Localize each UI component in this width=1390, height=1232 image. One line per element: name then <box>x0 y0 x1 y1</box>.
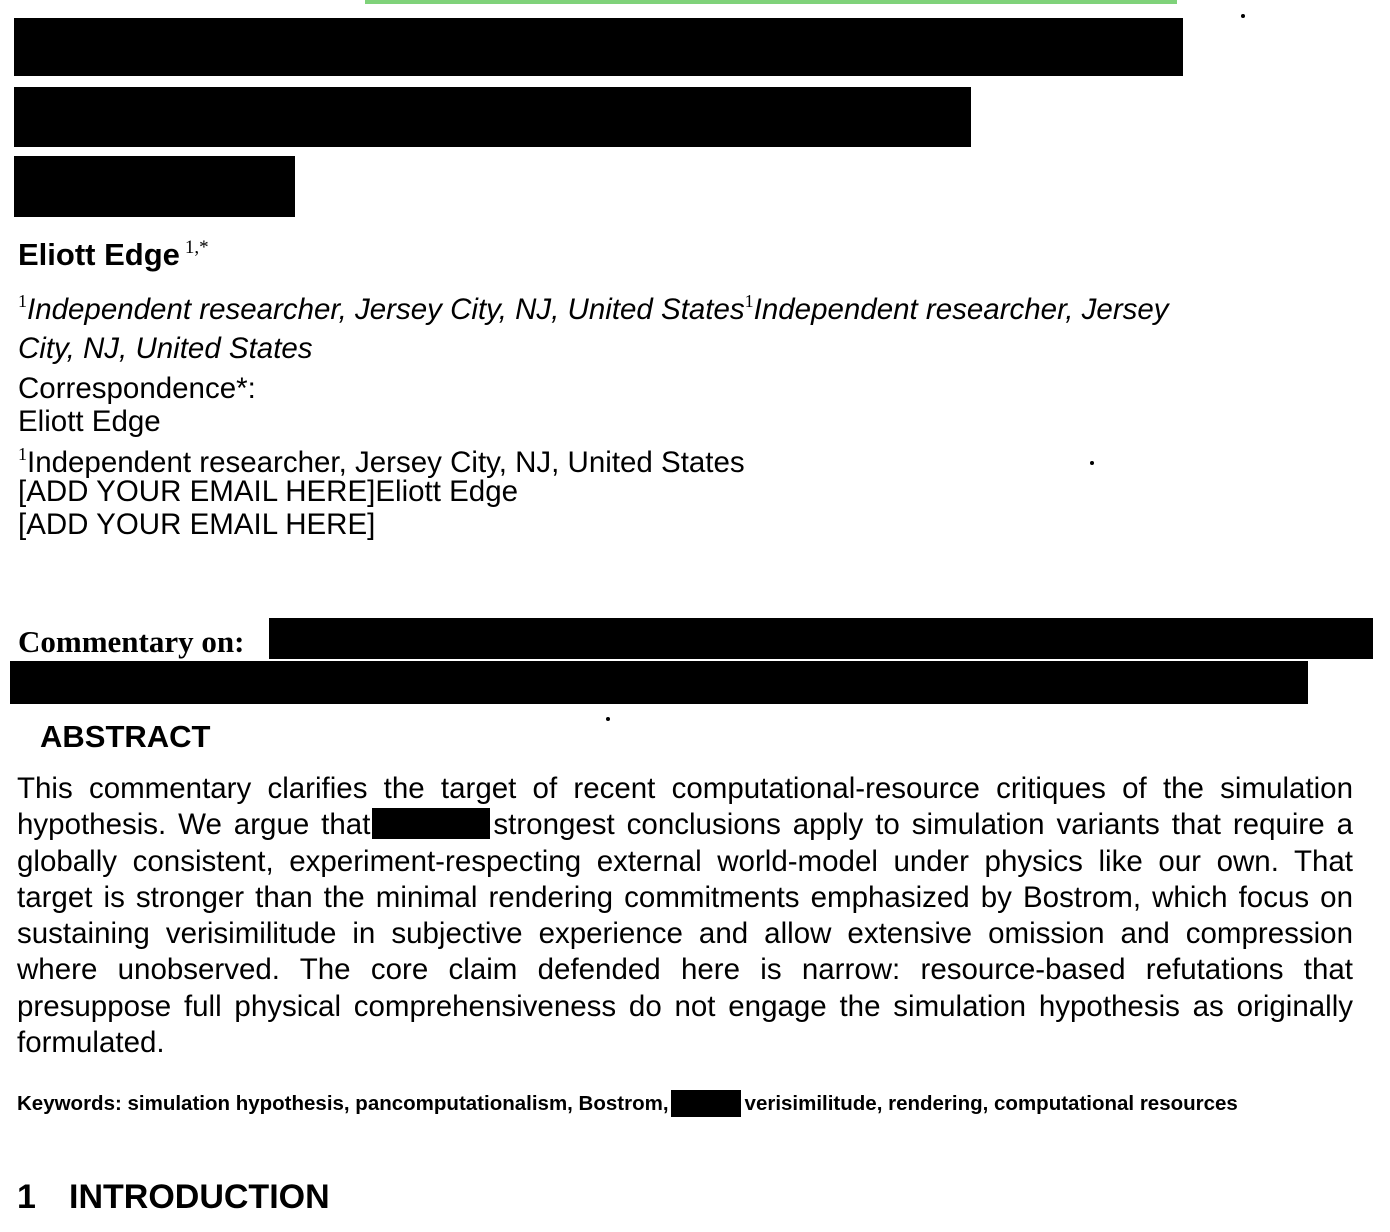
affiliation-mark-2: 1 <box>744 291 754 311</box>
redacted-inline-word <box>372 808 490 839</box>
commentary-label: Commentary on: <box>18 624 245 659</box>
author-line <box>18 228 209 275</box>
author-name: Eliott Edge <box>18 237 180 272</box>
section-number: 1 <box>17 1178 36 1216</box>
speck-mark <box>606 717 610 721</box>
redacted-title-line-1 <box>14 18 1183 76</box>
affiliation-text-2: Independent researcher, Jersey City, NJ, United States <box>18 293 1169 365</box>
section-heading <box>17 1176 330 1218</box>
correspondence-name: Eliott Edge <box>18 405 161 438</box>
correspondence-email: [ADD YOUR EMAIL HERE] <box>18 508 376 541</box>
author-marks: 1,* <box>184 237 209 258</box>
affiliation <box>18 282 1198 368</box>
abstract-part-1: This commentary clarifies the target of recent computational-resource critiques of the simulation hypothesis. We argue that <box>17 772 1353 842</box>
keywords-part-2: verisimilitude, rendering, computational resources <box>744 1092 1238 1115</box>
correspondence-affiliation <box>18 438 745 479</box>
affiliation-text: Independent researcher, Jersey City, NJ, United States <box>27 293 745 326</box>
correspondence-affil-text: Independent researcher, Jersey City, NJ, United States <box>27 446 745 479</box>
abstract-text <box>17 771 1353 1061</box>
abstract-heading: ABSTRACT <box>40 719 211 754</box>
keywords <box>17 1090 1238 1118</box>
correspondence-label: Correspondence*: <box>18 372 256 405</box>
abstract-part-2: strongest conclusions apply to simulation variants that require a globally consistent, experiment-respecting external world-model under physics like our own. That target is stronger than the minimal rendering commitments emphasized by Bostrom, which focus on sustaining verisimilitude in subjective experience and allow extensive omission and compression where unobserved. The core claim defended here is narrow: resource-based refutations that presuppose full physical comprehensiveness do not engage the simulation hypothesis as originally formulated. <box>17 808 1353 1060</box>
keywords-part-1: Keywords: simulation hypothesis, pancomputationalism, Bostrom, <box>17 1092 669 1115</box>
section-title: INTRODUCTION <box>69 1178 330 1216</box>
correspondence-affil-mark: 1 <box>18 444 27 464</box>
correspondence-block <box>18 372 745 541</box>
redacted-title-line-2 <box>14 87 971 147</box>
highlight-strip <box>365 0 1177 4</box>
affiliation-mark: 1 <box>18 291 27 311</box>
redacted-commentary-target-2 <box>10 661 1308 704</box>
correspondence-email-line: [ADD YOUR EMAIL HERE]Eliott Edge <box>18 475 519 508</box>
speck-mark <box>1241 14 1245 18</box>
redacted-title-line-3 <box>14 156 295 217</box>
speck-mark <box>1090 461 1094 465</box>
redacted-commentary-target-1 <box>269 618 1373 659</box>
redacted-keyword <box>671 1090 741 1117</box>
